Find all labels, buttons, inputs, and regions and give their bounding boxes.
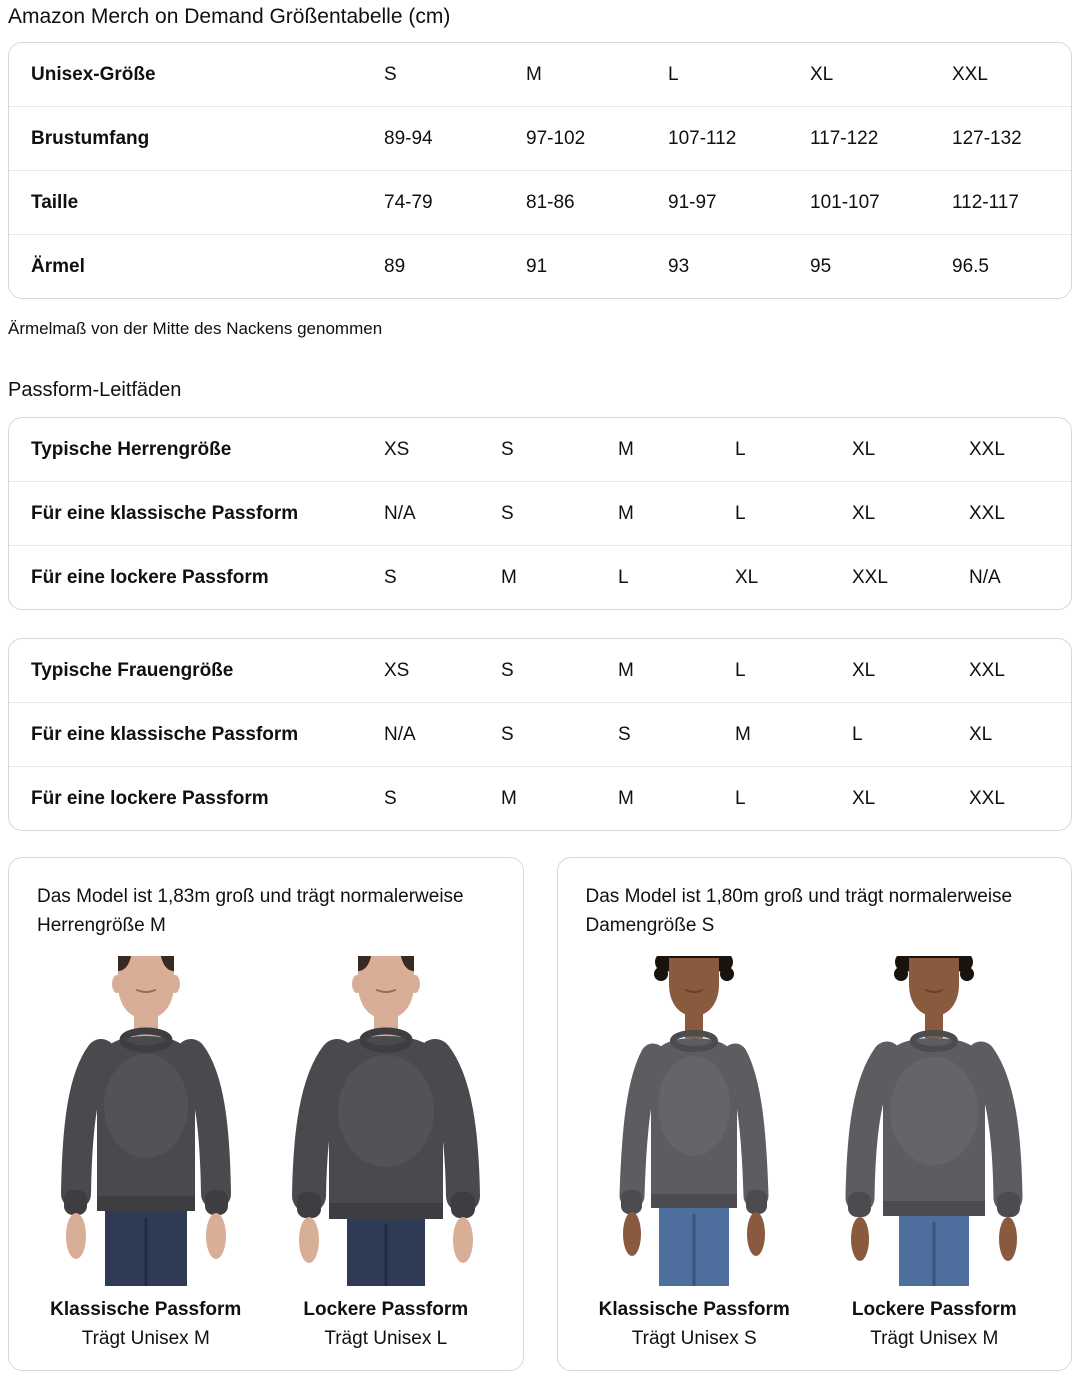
row-label: Unisex-Größe xyxy=(31,63,156,85)
size-value: S xyxy=(501,659,514,681)
measure-value: 97-102 xyxy=(526,127,586,149)
table-row xyxy=(9,766,1071,830)
size-value: S xyxy=(384,566,397,588)
size-value: S xyxy=(384,63,397,85)
size-value: L xyxy=(618,566,629,588)
model-figures xyxy=(578,956,1052,1350)
table-row xyxy=(9,702,1071,766)
size-value: XL xyxy=(852,787,876,809)
fit-guides-heading: Passform-Leitfäden xyxy=(8,379,182,401)
size-value: S xyxy=(501,502,514,524)
measure-value: 89-94 xyxy=(384,127,433,149)
classic-fit-column xyxy=(579,956,809,1350)
loose-fit-column xyxy=(819,956,1049,1350)
size-value: XXL xyxy=(852,566,888,588)
measure-value: 91 xyxy=(526,255,548,277)
row-label: Für eine klassische Passform xyxy=(31,723,299,745)
page-title: Amazon Merch on Demand Größentabelle (cm) xyxy=(8,5,451,28)
measure-value: 81-86 xyxy=(526,191,575,213)
size-value: L xyxy=(735,502,746,524)
size-value: M xyxy=(618,438,634,460)
measure-value: 107-112 xyxy=(668,127,737,149)
measure-value: 89 xyxy=(384,255,406,277)
measure-value: 117-122 xyxy=(810,127,879,149)
size-value: S xyxy=(384,787,397,809)
fit-caption: Klassische Passform xyxy=(598,1299,790,1320)
model-description: Das Model ist 1,83m groß und trägt normalerweise Herrengröße M xyxy=(37,886,464,936)
measure-value: 127-132 xyxy=(952,127,1022,149)
fit-size-caption: Trägt Unisex M xyxy=(870,1328,999,1349)
size-value: XXL xyxy=(969,438,1005,460)
loose-fit-column xyxy=(271,956,501,1350)
row-label: Für eine lockere Passform xyxy=(31,787,269,809)
model-figures xyxy=(29,956,503,1350)
row-label: Für eine lockere Passform xyxy=(31,566,269,588)
row-label: Typische Frauengröße xyxy=(31,659,234,681)
fit-caption: Klassische Passform xyxy=(50,1299,242,1320)
model-cards xyxy=(8,857,1072,1371)
row-label: Brustumfang xyxy=(31,127,150,149)
size-value: N/A xyxy=(384,502,416,524)
size-value: XL xyxy=(735,566,759,588)
table-row xyxy=(9,106,1071,170)
size-value: S xyxy=(618,723,631,745)
table-row xyxy=(9,170,1071,234)
sleeve-note: Ärmelmaß von der Mitte des Nackens genommen xyxy=(8,319,383,338)
size-value: XS xyxy=(384,659,410,681)
size-value: L xyxy=(852,723,863,745)
size-value: XXL xyxy=(969,659,1005,681)
size-value: XL xyxy=(852,438,876,460)
measure-value: 101-107 xyxy=(810,191,880,213)
size-value: L xyxy=(735,787,746,809)
measure-value: 112-117 xyxy=(952,191,1019,213)
measure-value: 74-79 xyxy=(384,191,433,213)
mens-model-classic-photo xyxy=(51,956,241,1286)
fit-caption: Lockere Passform xyxy=(851,1299,1017,1320)
table-row xyxy=(9,234,1071,298)
size-value: M xyxy=(526,63,542,85)
measure-value: 93 xyxy=(668,255,690,277)
size-value: M xyxy=(618,659,634,681)
measure-value: 95 xyxy=(810,255,832,277)
mens-model-loose-photo xyxy=(291,956,481,1286)
size-value: XL xyxy=(852,502,876,524)
row-label: Ärmel xyxy=(31,255,85,277)
table-row xyxy=(9,481,1071,545)
size-value: XXL xyxy=(969,502,1005,524)
table-row xyxy=(9,418,1071,481)
size-value: XXL xyxy=(952,63,988,85)
fit-caption: Lockere Passform xyxy=(303,1299,469,1320)
womens-model-classic-photo xyxy=(599,956,789,1286)
size-value: XL xyxy=(810,63,834,85)
measure-value: 96.5 xyxy=(952,255,989,277)
size-value: M xyxy=(618,787,634,809)
size-value: M xyxy=(618,502,634,524)
size-value: L xyxy=(735,659,746,681)
fit-size-caption: Trägt Unisex M xyxy=(81,1328,210,1349)
measure-value: 91-97 xyxy=(668,191,717,213)
mens-model-card xyxy=(8,857,524,1371)
size-value: XXL xyxy=(969,787,1005,809)
table-row xyxy=(9,545,1071,609)
size-value: M xyxy=(501,787,517,809)
size-value: L xyxy=(735,438,746,460)
fit-size-caption: Trägt Unisex L xyxy=(324,1328,448,1349)
row-label: Taille xyxy=(31,191,79,213)
fit-size-caption: Trägt Unisex S xyxy=(631,1328,757,1349)
size-value: N/A xyxy=(969,566,1001,588)
table-row xyxy=(9,639,1071,702)
size-value: S xyxy=(501,438,514,460)
womens-fit-table xyxy=(8,638,1072,831)
size-value: S xyxy=(501,723,514,745)
mens-fit-table xyxy=(8,417,1072,610)
womens-model-loose-photo xyxy=(839,956,1029,1286)
size-value: N/A xyxy=(384,723,416,745)
size-value: XL xyxy=(969,723,993,745)
size-value: M xyxy=(735,723,751,745)
womens-model-card xyxy=(557,857,1073,1371)
unisex-size-table xyxy=(8,42,1072,299)
size-value: XL xyxy=(852,659,876,681)
row-label: Für eine klassische Passform xyxy=(31,502,299,524)
size-value: XS xyxy=(384,438,410,460)
row-label: Typische Herrengröße xyxy=(31,438,232,460)
model-description: Das Model ist 1,80m groß und trägt normalerweise Damengröße S xyxy=(585,886,1013,936)
size-value: L xyxy=(668,63,679,85)
table-header-row xyxy=(9,43,1071,106)
size-value: M xyxy=(501,566,517,588)
classic-fit-column xyxy=(31,956,261,1350)
